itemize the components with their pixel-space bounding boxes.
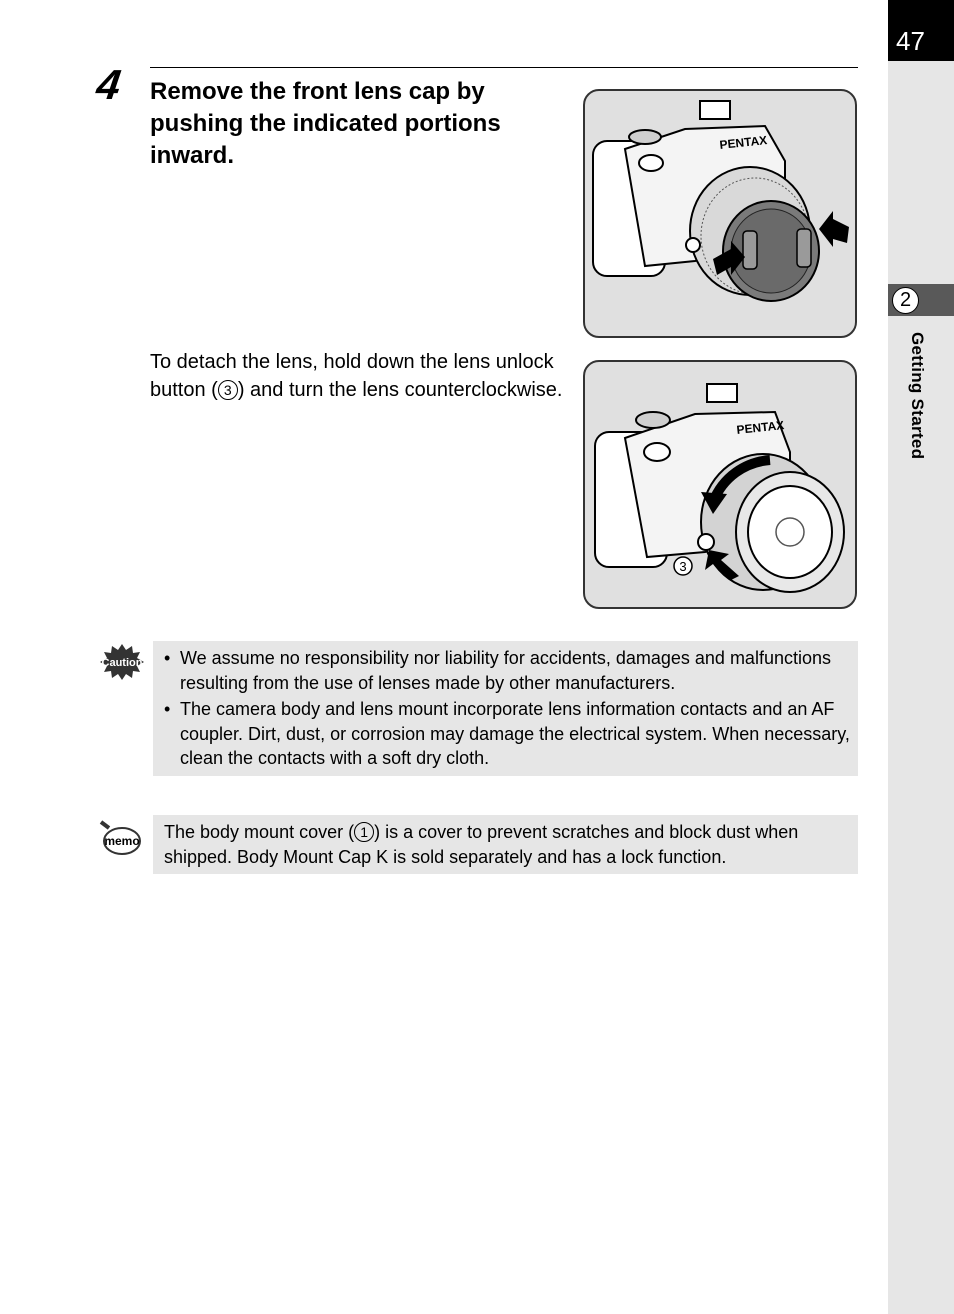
side-band — [888, 0, 954, 1314]
brand-label-2: PENTAX — [735, 418, 785, 437]
camera-with-lens-cap-drawing — [585, 91, 855, 336]
camera-lens-detach-drawing — [585, 362, 855, 607]
detach-instruction — [150, 348, 570, 404]
detach-text-start: To detach the lens, hold down the lens unlock button ( — [150, 351, 554, 401]
step-title: Remove the front lens cap by pushing the indicated portions inward. — [150, 78, 501, 169]
caution-icon — [99, 643, 145, 681]
caution-box — [153, 641, 858, 776]
lens-cap-illustration — [583, 89, 857, 338]
brand-label: PENTAX — [718, 133, 768, 152]
memo-icon-label: memo — [104, 834, 140, 848]
chapter-title: Getting Started — [908, 332, 927, 460]
unlock-callout: 3 — [679, 559, 687, 574]
step-number: 4 — [93, 61, 124, 108]
memo-icon — [99, 818, 141, 858]
detach-text-end: ) and turn the lens counterclockwise. — [237, 379, 563, 401]
caution-list — [163, 646, 853, 773]
memo-text — [164, 820, 854, 869]
lens-detach-illustration — [583, 360, 857, 609]
callout-number: 3 — [218, 380, 238, 400]
page-number: 47 — [896, 26, 925, 56]
step-divider — [150, 67, 858, 68]
memo-box — [153, 815, 858, 874]
memo-text-start: The body mount cover ( — [164, 822, 355, 842]
memo-text-end: ) is a cover to prevent scratches and block dust when shipped. Body Mount Cap K is sold separately and has a lock function. — [164, 822, 799, 867]
chapter-number: 2 — [892, 287, 919, 314]
caution-item: • We assume no responsibility nor liability for accidents, damages and malfunctions resulting from the use of lenses made by other manufacturers. — [163, 646, 853, 695]
caution-item: • The camera body and lens mount incorporate lens information contacts and an AF coupler. Dirt, dust, or corrosion may damage the electrical system. When necessary, clean the contacts with a soft dry cloth. — [163, 697, 853, 771]
callout-number: 1 — [354, 822, 374, 842]
caution-icon-label: Caution — [101, 657, 143, 669]
